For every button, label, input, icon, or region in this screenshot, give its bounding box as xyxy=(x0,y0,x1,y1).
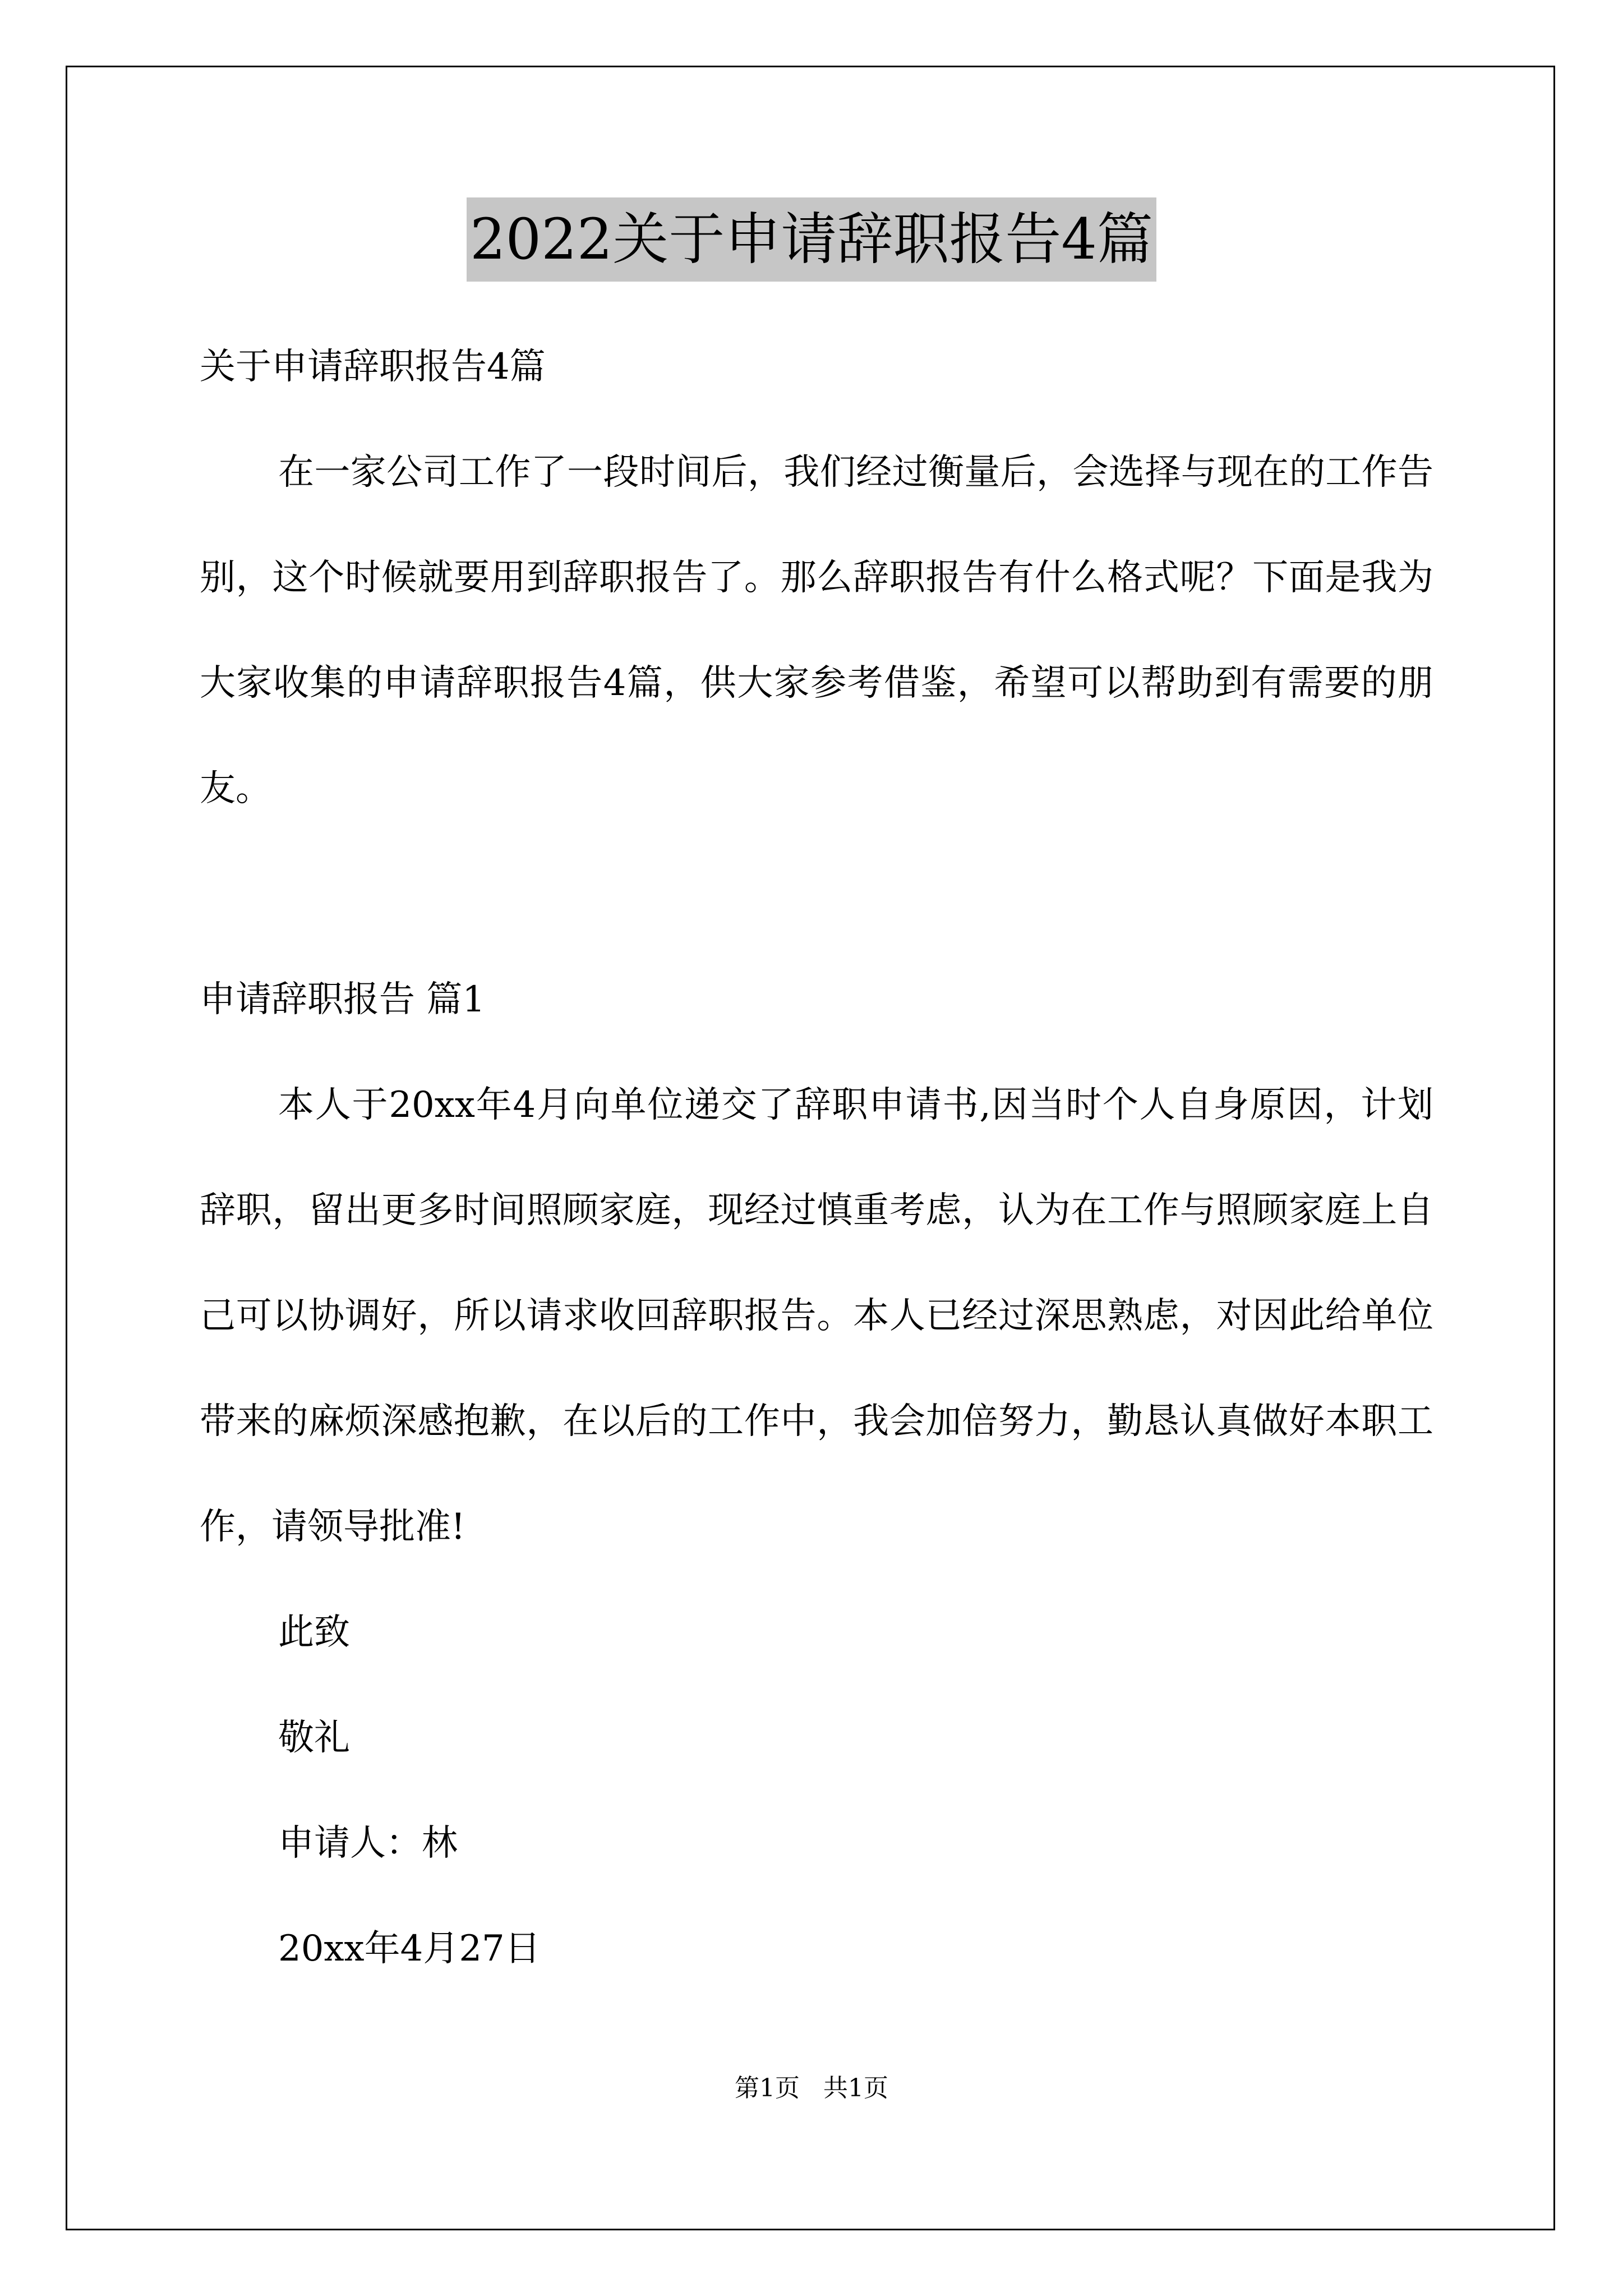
closing-salutation: 此致 xyxy=(278,1612,350,1653)
applicant-signature: 申请人：林 xyxy=(278,1823,458,1864)
document-subtitle: 关于申请辞职报告4篇 xyxy=(200,346,546,388)
section-heading: 申请辞职报告 篇1 xyxy=(200,979,486,1020)
section-body-paragraph: 本人于20xx年4月向单位递交了辞职申请书,因当时个人自身原因，计划辞职，留出更多时间照顾家庭，现经过慎重考虑，认为在工作与照顾家庭上自己可以协调好，所以请求收回辞职报告。本人已经过深思熟虑，对因此给单位带来的麻烦深感抱歉，在以后的工作中，我会加倍努力，勤恳认真做好本职工作，请领导批准! xyxy=(200,1084,1433,1548)
document-title: 2022关于申请辞职报告4篇 xyxy=(467,197,1156,282)
page-footer: 第1页 共1页 xyxy=(735,2074,888,2102)
intro-paragraph: 在一家公司工作了一段时间后，我们经过衡量后，会选择与现在的工作告别，这个时候就要用到辞职报告了。那么辞职报告有什么格式呢？下面是我为大家收集的申请辞职报告4篇，供大家参考借鉴，希望可以帮助到有需要的朋友。 xyxy=(200,452,1433,809)
closing-regards: 敬礼 xyxy=(278,1717,350,1759)
letter-date: 20xx年4月27日 xyxy=(278,1928,541,1970)
blank-line xyxy=(200,841,1433,947)
title-container xyxy=(0,197,1623,282)
document-body xyxy=(200,314,1433,2001)
